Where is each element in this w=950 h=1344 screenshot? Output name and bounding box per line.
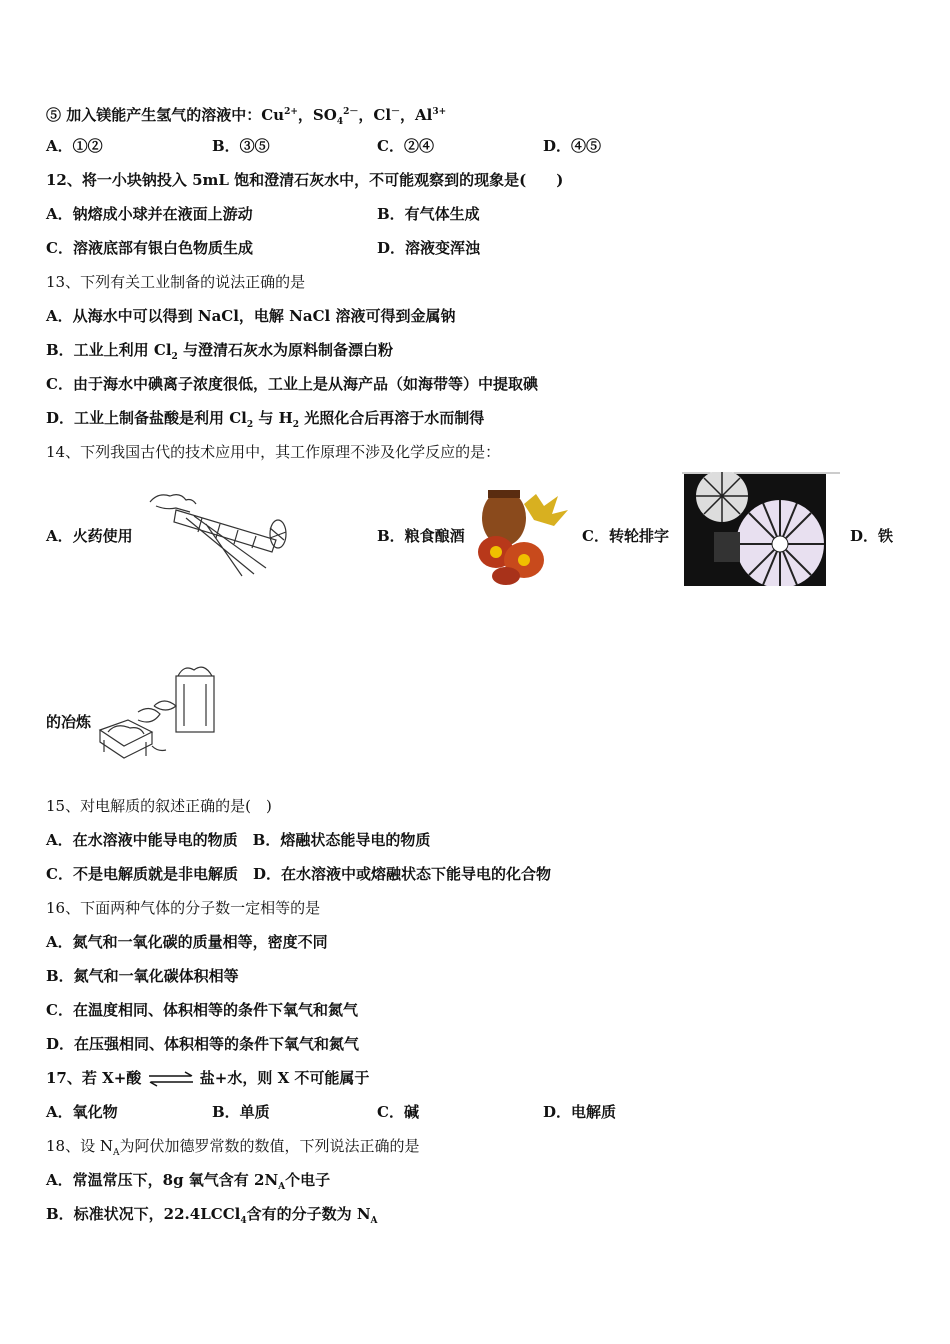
q13-option-a: A．从海水中可以得到 NaCl，电解 NaCl 溶液可得到金属钠 (46, 307, 456, 325)
q16-option-b: B．氮气和一氧化碳体积相等 (46, 967, 239, 985)
q14-stem: 14、下列我国古代的技术应用中，其工作原理不涉及化学反应的是： (46, 443, 501, 461)
q15-stem: 15、对电解质的叙述正确的是( ) (46, 797, 272, 815)
q13-option-c: C．由于海水中碘离子浓度很低，工业上是从海产品（如海带等）中提取碘 (46, 375, 538, 393)
q18-option-b: B．标准状况下，22.4LCCl$_4$含有的分子数为 $N_A$ (46, 1205, 378, 1226)
q12-stem: 12、将一小块钠投入 5mL 饱和澄清石灰水中，不可能观察到的现象是( ) (46, 171, 564, 189)
q17-stem: 17、若 X+酸 盐+水，则 X 不可能属于 (46, 1069, 370, 1087)
q17-option-b: B．单质 (212, 1103, 270, 1121)
q12-option-c: C．溶液底部有银白色物质生成 (46, 239, 253, 257)
q11-option-c: C．②④ (377, 137, 434, 155)
q11-item5: ⑤ 加入镁能产生氢气的溶液中：$Cu^{2+}$，$SO_4^{2-}$，Cl－，$Al^{3+}$ (46, 106, 447, 127)
q14-option-b-label: B．粮食酿酒 (377, 527, 465, 545)
q15-options-cd: C．不是电解质就是非电解质 D．在水溶液中或熔融状态下能导电的化合物 (46, 865, 551, 883)
q16-option-c: C．在温度相同、体积相等的条件下氧气和氮气 (46, 1001, 358, 1019)
q14-option-d-label-cont: 的冶炼 (46, 713, 92, 731)
iron-smelting-illustration (94, 662, 222, 762)
gunpowder-rocket-illustration (146, 488, 288, 578)
q11-option-b: B．③⑤ (212, 137, 270, 155)
q13-option-b: B．工业上利用 $Cl_2$ 与澄清石灰水为原料制备漂白粉 (46, 341, 394, 362)
q16-option-d: D．在压强相同、体积相等的条件下氧气和氮气 (46, 1035, 360, 1053)
q14-option-a-label: A．火药使用 (46, 527, 133, 545)
q14-option-d-label: D．铁 (850, 527, 894, 545)
equilibrium-arrow-icon (147, 1069, 195, 1089)
q18-stem: 18、设 $N_A$为阿伏加德罗常数的数值，下列说法正确的是 (46, 1137, 420, 1158)
q14-option-c-label: C．转轮排字 (582, 527, 669, 545)
q17-option-d: D．电解质 (543, 1103, 617, 1121)
q11-option-d: D．④⑤ (543, 137, 602, 155)
q16-stem: 16、下面两种气体的分子数一定相等的是 (46, 899, 321, 917)
q13-option-d: D．工业上制备盐酸是利用 $Cl_2$ 与 $H_2$ 光照化合后再溶于水而制得 (46, 409, 485, 430)
q18-option-a: A．常温常压下，8g 氧气含有 $2N_A$个电子 (46, 1171, 331, 1192)
q16-option-a: A．氮气和一氧化碳的质量相等，密度不同 (46, 933, 328, 951)
rotary-type-wheel-illustration (682, 472, 840, 586)
q13-stem: 13、下列有关工业制备的说法正确的是 (46, 273, 306, 291)
q11-option-a: A．①② (46, 137, 103, 155)
q15-options-ab: A．在水溶液中能导电的物质 B．熔融状态能导电的物质 (46, 831, 431, 849)
wine-jars-illustration (474, 484, 572, 586)
q12-option-a: A．钠熔成小球并在液面上游动 (46, 205, 253, 223)
q17-option-a: A．氧化物 (46, 1103, 118, 1121)
q17-option-c: C．碱 (377, 1103, 419, 1121)
q12-option-d: D．溶液变浑浊 (377, 239, 481, 257)
q12-option-b: B．有气体生成 (377, 205, 480, 223)
